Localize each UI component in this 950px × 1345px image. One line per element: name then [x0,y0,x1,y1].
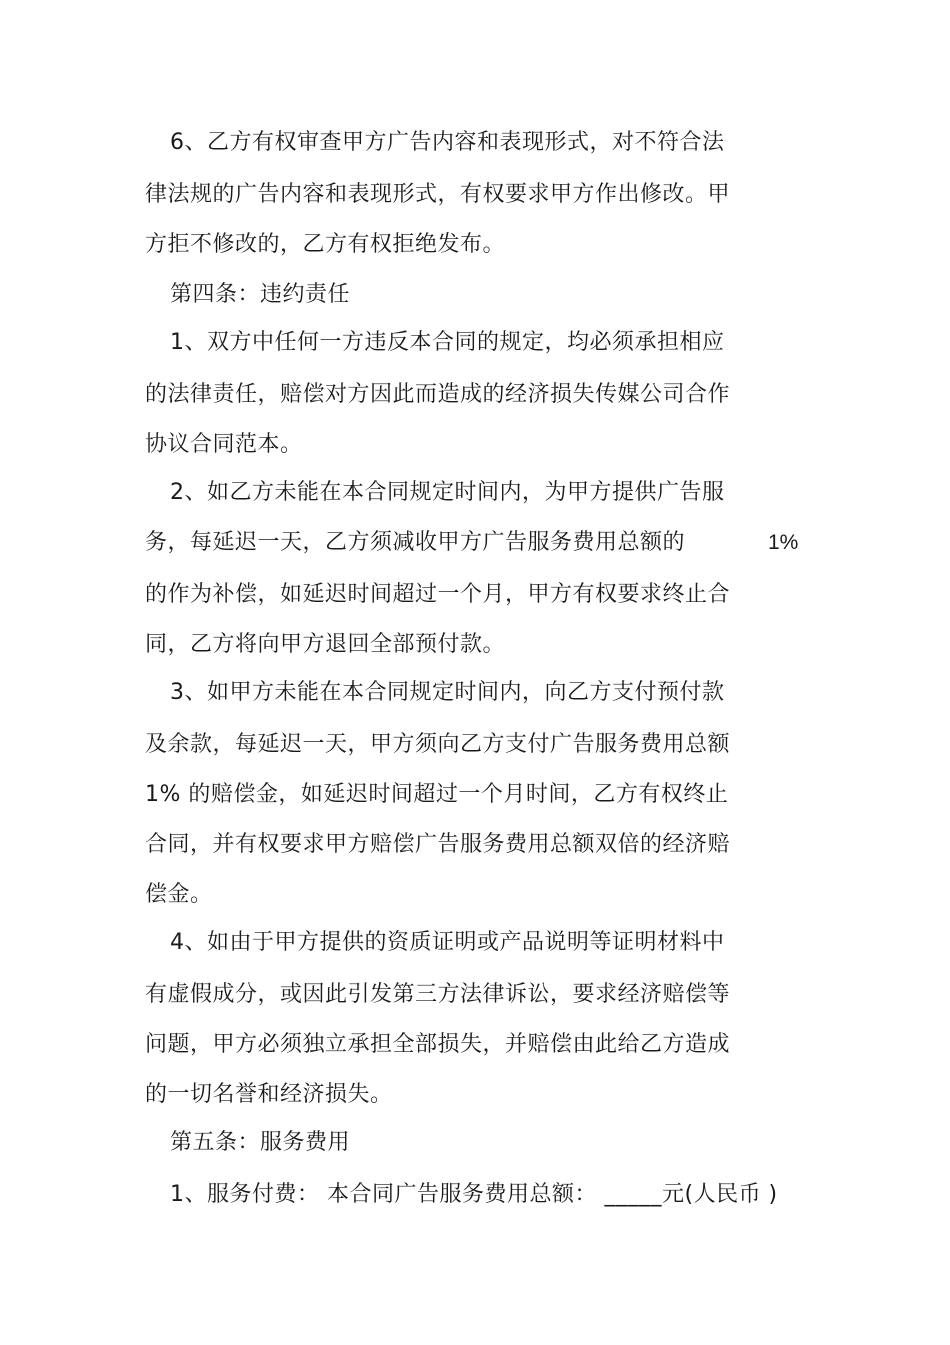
text-line: 同，乙方将向甲方退回全部预付款。 [145,632,506,657]
text-line: 3、如甲方未能在本合同规定时间内，向乙方支付预付款 [170,680,725,705]
text-line: 问题，甲方必须独立承担全部损失，并赔偿由此给乙方造成 [145,1032,731,1057]
text-line: 及余款，每延迟一天，甲方须向乙方支付广告服务费用总额 [145,732,731,757]
text-line: 的作为补偿，如延迟时间超过一个月，甲方有权要求终止合 [145,582,731,607]
text-line: 有虚假成分，或因此引发第三方法律诉讼，要求经济赔偿等 [145,982,731,1007]
text-line: 4、如由于甲方提供的资质证明或产品说明等证明材料中 [170,930,725,955]
text-line: 的法律责任，赔偿对方因此而造成的经济损失传媒公司合作 [145,382,731,407]
text-line: 方拒不修改的，乙方有权拒绝发布。 [145,232,506,257]
text-line: 1、服务付费： 本合同广告服务费用总额： _____元(人民币 ) [170,1182,778,1207]
text-line: 合同，并有权要求甲方赔偿广告服务费用总额双倍的经济赔 [145,832,731,857]
text-line: 1% 的赔偿金，如延迟时间超过一个月时间，乙方有权终止 [145,782,729,807]
section-heading: 第五条：服务费用 [170,1130,351,1155]
text-line: 2、如乙方未能在本合同规定时间内，为甲方提供广告服 [170,480,725,505]
text-line: 6、乙方有权审查甲方广告内容和表现形式，对不符合法 [170,130,725,155]
section-heading: 第四条：违约责任 [170,282,351,307]
text-line: 务，每延迟一天，乙方须减收甲方广告服务费用总额的 [145,530,686,555]
text-line: 律法规的广告内容和表现形式，有权要求甲方作出修改。甲 [145,182,731,207]
text-line: 协议合同范本。 [145,432,303,457]
text-line: 偿金。 [145,882,213,907]
text-line: 1、双方中任何一方违反本合同的规定，均必须承担相应 [170,330,725,355]
text-line: 的一切名誉和经济损失。 [145,1082,393,1107]
percent-value: 1% [768,531,799,554]
